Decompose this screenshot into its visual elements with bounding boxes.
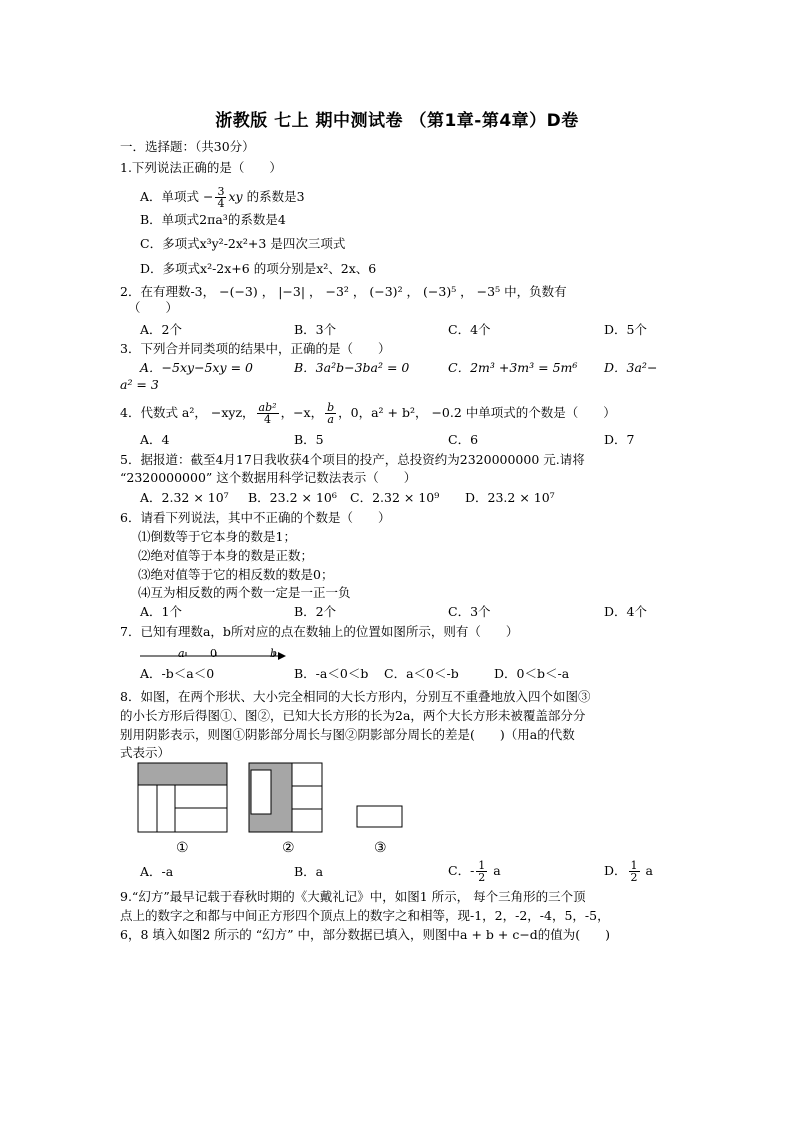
figure-3	[356, 805, 404, 829]
q7-option-b[interactable]: B．-a＜0＜b	[294, 666, 369, 681]
q1-option-d[interactable]: D．多项式x²-2x+6 的项分别是x²、2x、6	[140, 261, 377, 276]
q6-statement-3: ⑶绝对值等于它的相反数的数是0；	[138, 567, 334, 582]
q9-line-1: 9.“幻方”最早记载于春秋时期的《大戴礼记》中，如图1 所示， 每个三角形的三个顶	[120, 889, 586, 904]
q9-line-3: 6，8 填入如图2 所示的 “幻方” 中，部分数据已填入，则图中a + b + c−d的值为( )	[120, 927, 611, 942]
q2-option-c[interactable]: C．4个	[448, 322, 491, 337]
number-line-label-a: a	[178, 647, 185, 660]
number-line-label-b: b	[270, 647, 278, 660]
q2-stem: 2．在有理数-3， −(−3) ， |−3| ， −3² ， (−3)² ， (−3)⁵ ， −3⁵ 中，负数有	[120, 284, 567, 299]
q5-option-b[interactable]: B．23.2 × 10⁶	[248, 490, 337, 505]
q6-statement-4: ⑷互为相反数的两个数一定是一正一负	[138, 585, 351, 600]
figure-1-label: ①	[176, 840, 189, 856]
number-line-label-0: 0	[210, 647, 217, 660]
q6-option-d[interactable]: D．4个	[604, 604, 647, 619]
q6-option-c[interactable]: C．3个	[448, 604, 491, 619]
q2-stem-bracket: （ ）	[128, 300, 179, 315]
q5-option-d[interactable]: D．23.2 × 10⁷	[465, 490, 555, 505]
q7-stem: 7．已知有理数a，b所对应的点在数轴上的位置如图所示，则有（ ）	[120, 624, 519, 639]
q3-option-a[interactable]: A．−5xy−5xy = 0	[140, 360, 253, 375]
q4-option-a[interactable]: A．4	[140, 432, 170, 447]
q5-option-a[interactable]: A．2.32 × 10⁷	[140, 490, 229, 505]
q4-option-c[interactable]: C．6	[448, 432, 479, 447]
q8-option-c[interactable]: C．- $\frac{1}{2}$ a	[448, 859, 501, 884]
q8-option-b[interactable]: B．a	[294, 864, 324, 879]
q6-option-b[interactable]: B．2个	[294, 604, 337, 619]
q4-option-b[interactable]: B．5	[294, 432, 324, 447]
q2-option-d[interactable]: D．5个	[604, 322, 647, 337]
q5-option-c[interactable]: C．2.32 × 10⁹	[350, 490, 440, 505]
q1-option-a[interactable]: A．单项式 − $\frac{3}{4}$ xy 的系数是3	[140, 185, 305, 210]
q2-option-a[interactable]: A．2个	[140, 322, 182, 337]
q8-line-4: 式表示）	[120, 745, 171, 760]
q7-option-d[interactable]: D．0＜b＜-a	[494, 666, 570, 681]
q3-option-d-cont: a² = 3	[120, 377, 159, 392]
q9-line-2: 点上的数字之和都与中间正方形四个顶点上的数字之和相等，现-1，2，-2，-4，5，-5，	[120, 908, 610, 923]
q8-line-3: 别用阴影表示，则图①阴影部分周长与图②阴影部分周长的差是( )（用a的代数	[120, 727, 575, 742]
q3-option-c[interactable]: C．2m³ +3m³ = 5m⁶	[448, 360, 578, 375]
q5-stem: 5．据报道：截至4月17日我收获4个项目的投产，总投资约为2320000000 元.请将	[120, 452, 585, 467]
q7-option-c[interactable]: C．a＜0＜-b	[384, 666, 459, 681]
q8-option-d[interactable]: D． $\frac{1}{2}$ a	[604, 859, 653, 884]
figure-1	[137, 762, 229, 834]
q3-stem: 3．下列合并同类项的结果中，正确的是（ ）	[120, 341, 391, 356]
q4-stem: 4．代数式 a²， −xyz， $\frac{\text{ab²}}{4}$ ，−x， $\frac{b}{a}$ ，0，a² + b²， −0.2 中单项式的个数是（ ）	[120, 401, 616, 426]
q6-stem: 6．请看下列说法，其中不正确的个数是（ ）	[120, 510, 391, 525]
figure-2-label: ②	[282, 840, 295, 856]
q3-option-b[interactable]: B．3a²b−3ba² = 0	[294, 360, 410, 375]
figure-3-label: ③	[374, 840, 387, 856]
q1-option-b[interactable]: B．单项式2πa³的系数是4	[140, 212, 286, 227]
figure-1-shaded-region	[138, 763, 227, 785]
q3-option-d[interactable]: D．3a²−	[604, 360, 658, 375]
page-title: 浙教版 七上 期中测试卷 （第1章-第4章）D卷	[215, 111, 579, 131]
q5-stem-line2: “2320000000” 这个数据用科学记数法表示（ ）	[120, 470, 417, 485]
figure-2	[248, 762, 324, 834]
q1-option-c[interactable]: C．多项式x³y²-2x²+3 是四次三项式	[140, 236, 346, 251]
q6-option-a[interactable]: A．1个	[140, 604, 182, 619]
q4-option-d[interactable]: D．7	[604, 432, 635, 447]
q6-statement-2: ⑵绝对值等于本身的数是正数；	[138, 548, 314, 563]
q2-option-b[interactable]: B．3个	[294, 322, 337, 337]
q8-option-a[interactable]: A．-a	[140, 864, 174, 879]
q7-option-a[interactable]: A．-b＜a＜0	[140, 666, 215, 681]
q8-line-1: 8．如图，在两个形状、大小完全相同的大长方形内，分别互不重叠地放入四个如图③	[120, 689, 591, 704]
q8-line-2: 的小长方形后得图①、图②，已知大长方形的长为2a，两个大长方形未被覆盖部分分	[120, 708, 586, 723]
q6-statement-1: ⑴倒数等于它本身的数是1；	[138, 529, 296, 544]
section-heading: 一．选择题：（共30分）	[120, 139, 255, 154]
q1-stem: 1.下列说法正确的是（ ）	[120, 160, 282, 175]
